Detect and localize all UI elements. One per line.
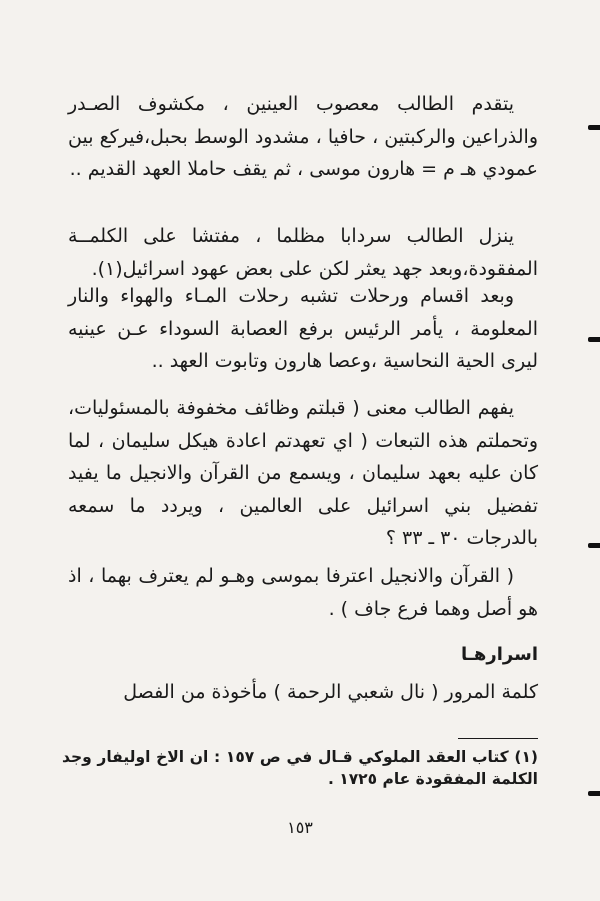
paragraph-4 (68, 392, 538, 555)
password-line: كلمة المرور ( نال شعبي الرحمة ) مأخوذة من الفصل (123, 681, 538, 703)
edge-mark (588, 791, 600, 796)
edge-mark (588, 543, 600, 548)
paragraph-5 (68, 560, 538, 625)
footnote: (١) كتاب العقد الملوكي قـال في ص ١٥٧ : ان الاخ اوليفار وجد الكلمة المفقودة عام ١٧٢٥ . (62, 748, 538, 788)
edge-mark (588, 337, 600, 342)
section-heading: اسرارهـا (461, 644, 538, 665)
paragraph-4-text: يفهم الطالب معنى ( قبلتم وظائف مخفوفة بالمسئوليات، وتحملتم هذه التبعات ( اي تعهدتم اعادة هيكل سليمان ، لما كان عليه بعهد سليمان ، ويسمع من القرآن والانجيل ما يفيد تفضيل بني اسرائيل على العالمين ، ويردد ما سمعه بالدرجات ٣٠ ـ ٣٣ ؟ (68, 397, 538, 549)
page-number: ١٥٣ (287, 818, 313, 837)
paragraph-2 (68, 220, 538, 285)
password-paragraph (68, 676, 538, 709)
paragraph-3-text: وبعد اقسام ورحلات تشبه رحلات المـاء والهواء والنار المعلومة ، يأمر الرئيس برفع العصابة السوداء عـن عينيه ليرى الحية النحاسية ،وعصا هارون وتابوت العهد .. (68, 285, 538, 372)
paragraph-1-text: يتقدم الطالب معصوب العينين ، مكشوف الصـدر والذراعين والركبتين ، حافيا ، مشدود الوسط بحبل،فيركع بين عمودي هـ م = هارون موسى ، ثم يقف حاملا العهد القديم .. (68, 93, 538, 180)
paragraph-1 (68, 88, 538, 186)
edge-mark (588, 125, 600, 130)
paragraph-3 (68, 280, 538, 378)
paragraph-2-text: ينزل الطالب سردابا مظلما ، مفتشا على الكلمــة المفقودة،وبعد جهد يعثر لكن على بعض عهود اسرائيل(١). (68, 225, 538, 280)
footnote-divider (458, 738, 538, 739)
paragraph-5-text: ( القرآن والانجيل اعترفا بموسى وهـو لم يعترف بهما ، اذ هو أصل وهما فرع جاف ) . (68, 565, 538, 620)
